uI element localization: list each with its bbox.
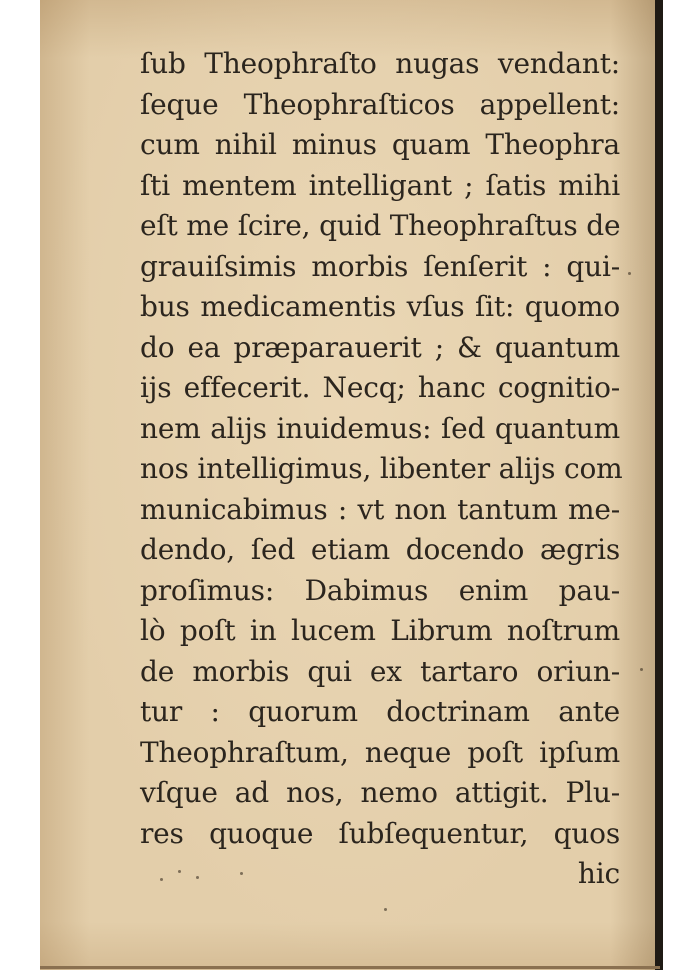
text-line-5: eſt me ſcire, quid Theophraſtus de bbox=[140, 209, 621, 242]
text-line-11: nos intelligimus, libenter alijs com bbox=[140, 452, 623, 485]
text-line-19: vſque ad nos, nemo attigit. Plu- bbox=[140, 776, 620, 809]
ink-speck bbox=[628, 272, 631, 275]
book-spine-edge bbox=[655, 0, 663, 970]
text-line-8: do ea præparauerit ; & quantum bbox=[140, 330, 620, 364]
text-line-12: municabimus : vt non tantum me- bbox=[140, 492, 620, 526]
text-line-7: bus medicamentis vſus ſit: quomo bbox=[140, 290, 620, 323]
text-line-18: Theophraſtum, neque poſt ipſum bbox=[140, 735, 620, 769]
page-bottom-edge bbox=[40, 966, 660, 969]
text-line-3: cum nihil minus quam Theophra bbox=[140, 128, 620, 161]
text-line-17: tur : quorum doctrinam ante bbox=[140, 695, 620, 728]
text-line-2: ſeque Theophraſticos appellent: bbox=[140, 87, 620, 121]
catchword: hic bbox=[577, 857, 620, 890]
text-line-4: ſti mentem intelligant ; ſatis mihi bbox=[140, 168, 620, 202]
text-line-14: proſimus: Dabimus enim pau- bbox=[140, 573, 620, 607]
printed-text-block bbox=[140, 44, 623, 895]
ink-speck bbox=[384, 908, 387, 911]
text-line-13: dendo, ſed etiam docendo ægris bbox=[140, 533, 620, 566]
text-line-6: grauiſsimis morbis ſenſerit : qui- bbox=[140, 249, 620, 283]
text-line-16: de morbis qui ex tartaro oriun- bbox=[140, 654, 620, 688]
text-line-15: lò poſt in lucem Librum noſtrum bbox=[140, 614, 620, 647]
ink-speck bbox=[640, 668, 643, 671]
text-line-1: ſub Theophraſto nugas vendant: bbox=[140, 47, 620, 80]
text-line-20: res quoque ſubſequentur, quos bbox=[140, 816, 620, 850]
text-line-10: nem alijs inuidemus: ſed quantum bbox=[140, 411, 620, 445]
text-line-9: ijs effecerit. Necq; hanc cognitio- bbox=[140, 371, 620, 404]
